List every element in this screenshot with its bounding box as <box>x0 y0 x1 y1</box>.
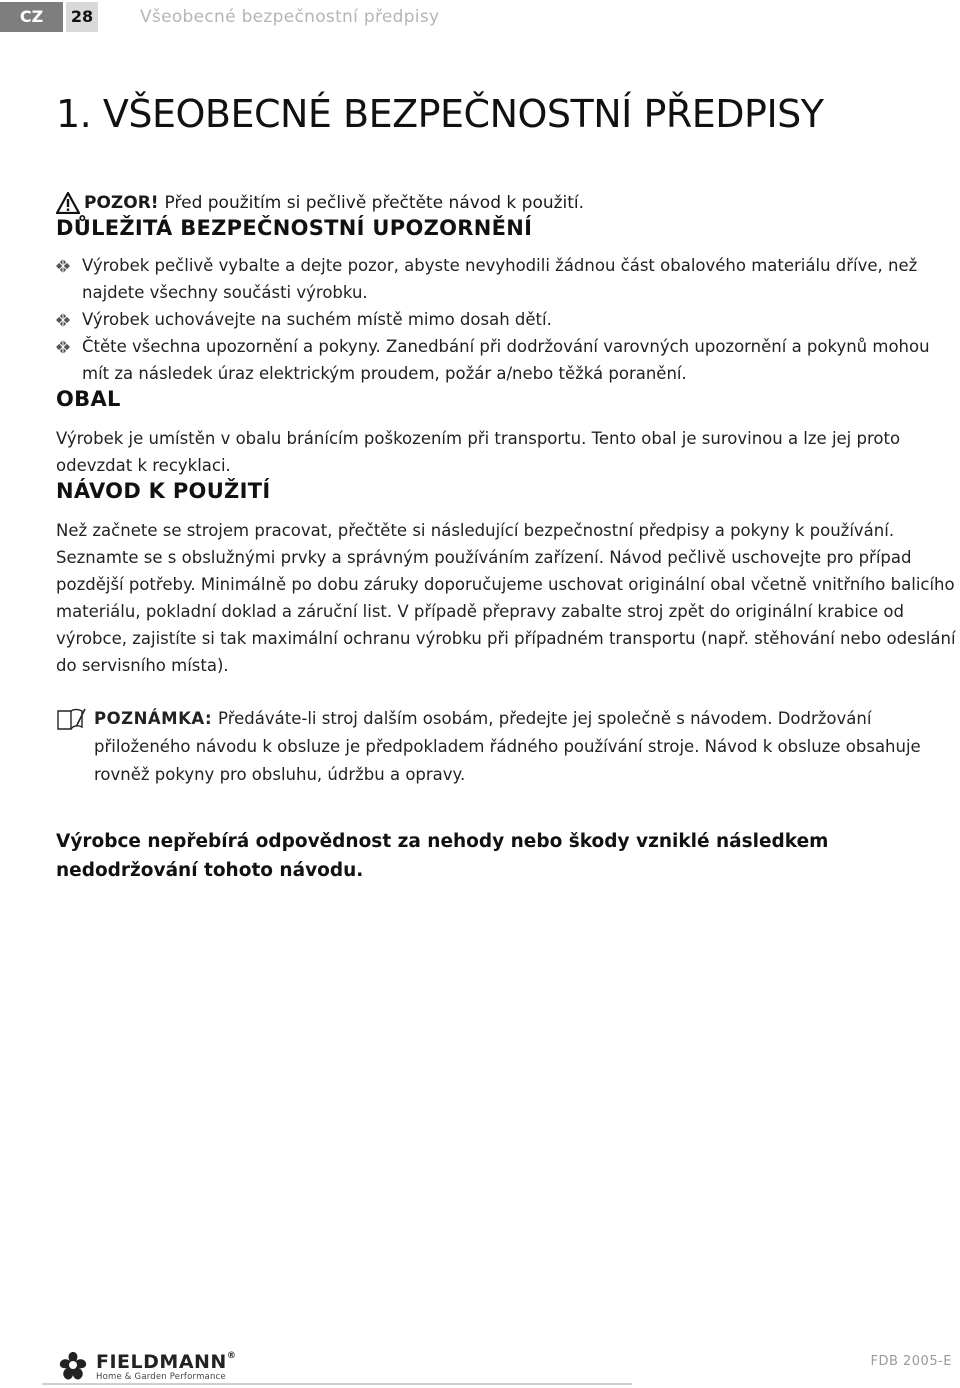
brand-name: FIELDMANN® <box>96 1351 237 1373</box>
navod-text: Než začnete se strojem pracovat, přečtěte si následující bezpečnostní předpisy a pokyny k používání. Seznamte se s obslužnými prvky a správným používáním zařízení. Návod pečlivě uschovejte pro případ pozdější potřeby. Minimálně po dobu záruky doporučujeme uschovat originální obal včetně vnitřního balicího materiálu, pokladní doklad a záruční list. V případě přepravy zabalte stroj zpět do originální krabice od výrobce, zajistíte si tak maximální ochranu výrobku při případném transportu (např. stěhování nebo odeslání do servisního místa). <box>56 521 956 675</box>
warning-text: Před použitím si pečlivě přečtěte návod k použití. <box>164 193 585 213</box>
page-header <box>0 0 960 32</box>
navod-heading: NÁVOD K POUŽITÍ <box>56 479 271 503</box>
list-item <box>56 252 956 306</box>
language-badge: CZ <box>0 2 63 32</box>
warning-label: POZOR! <box>84 193 159 213</box>
obal-heading: OBAL <box>56 387 121 411</box>
warning-triangle-icon <box>56 192 80 214</box>
bullet-diamond-icon <box>56 313 70 327</box>
important-heading: DŮLEŽITÁ BEZPEČNOSTNÍ UPOZORNĚNÍ <box>56 216 533 240</box>
note-pencil-icon <box>56 707 86 731</box>
important-list <box>56 252 956 387</box>
brand-logo <box>54 1348 274 1384</box>
list-item-text: Výrobek pečlivě vybalte a dejte pozor, abyste nevyhodili žádnou část obalového materiálu dříve, než najdete všechny součásti výrobku. <box>82 256 918 302</box>
model-number: FDB 2005-E <box>870 1354 952 1369</box>
content <box>56 190 956 885</box>
bullet-diamond-icon <box>56 340 70 354</box>
section-title: Všeobecné bezpečnostní předpisy <box>140 7 440 27</box>
list-item <box>56 333 956 387</box>
brand-tagline: Home & Garden Performance <box>96 1372 226 1382</box>
note-block <box>56 705 956 789</box>
fieldmann-logo-icon <box>54 1348 92 1384</box>
page-number: 28 <box>66 2 98 32</box>
disclaimer: Výrobce nepřebírá odpovědnost za nehody nebo škody vzniklé následkem nedodržování tohoto návodu. <box>56 831 829 881</box>
note-label: POZNÁMKA: <box>94 709 213 728</box>
footer-divider <box>42 1383 632 1385</box>
warning-line <box>56 190 956 216</box>
list-item <box>56 306 956 333</box>
bullet-diamond-icon <box>56 259 70 273</box>
list-item-text: Výrobek uchovávejte na suchém místě mimo dosah dětí. <box>82 310 552 329</box>
page-title: 1. VŠEOBECNÉ BEZPEČNOSTNÍ PŘEDPISY <box>56 92 824 136</box>
list-item-text: Čtěte všechna upozornění a pokyny. Zanedbání při dodržování varovných upozornění a pokynů mohou mít za následek úraz elektrickým proudem, požár a/nebo těžká poranění. <box>82 337 930 383</box>
obal-text: Výrobek je umístěn v obalu bránícím poškozením při transportu. Tento obal je surovinou a lze jej proto odevzdat k recyklaci. <box>56 429 901 475</box>
note-text: Předáváte-li stroj dalším osobám, předejte jej společně s návodem. Dodržování přiloženého návodu k obsluze je předpokladem řádného používání stroje. Návod k obsluze obsahuje rovněž pokyny pro obsluhu, údržbu a opravy. <box>94 709 921 784</box>
